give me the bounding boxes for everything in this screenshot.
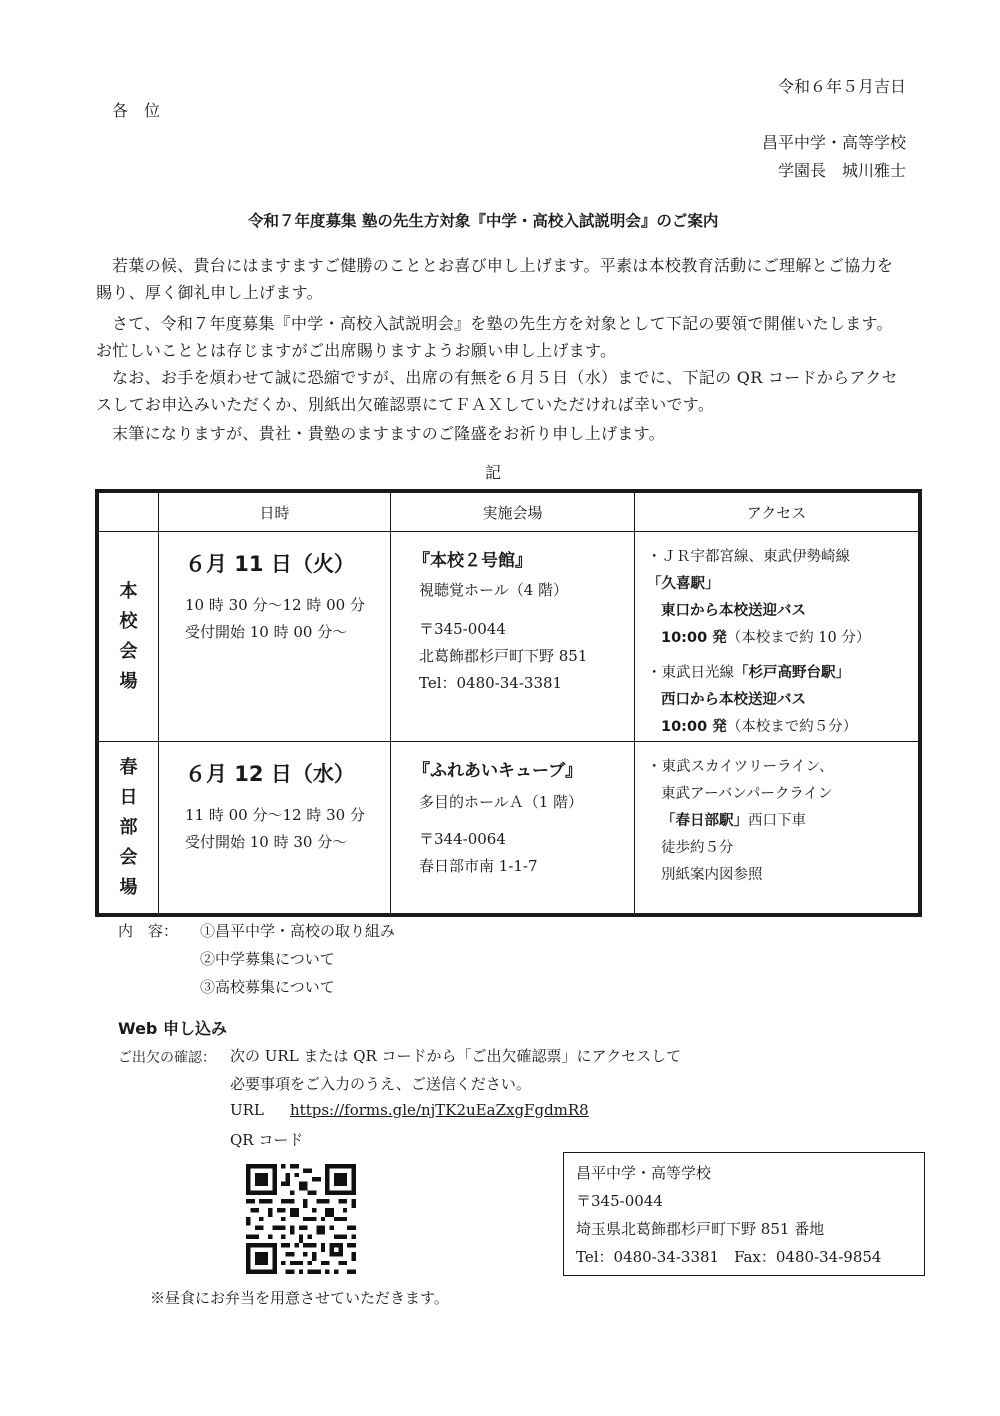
contact-school: 昌平中学・高等学校 <box>576 1164 712 1182</box>
table-header-datetime: 日時 <box>159 493 391 532</box>
table-header-venue: 実施会場 <box>391 493 635 532</box>
application-url-link[interactable]: https://forms.gle/njTK2uEaZxgFgdmR8 <box>290 1101 589 1119</box>
sender-principal: 学園長 城川雅士 <box>778 161 907 180</box>
row-label-char: 日 <box>119 786 138 808</box>
venue-cell <box>391 742 635 914</box>
contact-address: 埼玉県北葛飾郡杉戸町下野 851 番地 <box>576 1220 825 1238</box>
paragraph-line: 末筆になりますが、貴社・貴塾のますますのご隆盛をお祈り申し上げます。 <box>112 424 665 443</box>
venue-name: 『本校２号館』 <box>413 551 532 571</box>
row-label-char: 会 <box>119 640 138 662</box>
contents-item: ②中学募集について <box>200 950 335 968</box>
row-label-char: 本 <box>119 580 138 602</box>
table-header-access: アクセス <box>635 493 919 532</box>
datetime-cell <box>159 742 391 914</box>
web-instruction-2: 必要事項をご入力のうえ、ご送信ください。 <box>230 1075 531 1093</box>
url-label: URL <box>230 1101 264 1119</box>
qr-code-icon[interactable] <box>246 1164 356 1274</box>
access-line: 別紙案内図参照 <box>661 867 763 883</box>
venue-postal: 〒345-0044 <box>419 620 506 638</box>
venue-room: 視聴覚ホール（4 階） <box>419 581 569 599</box>
venue-room: 多目的ホールＡ（1 階） <box>419 793 584 811</box>
venue-address: 春日部市南 1-1-7 <box>419 857 538 875</box>
paragraph-line: スしてお申込みいただくか、別紙出欠確認票にてＦＡＸしていただければ幸いです。 <box>96 395 715 414</box>
qr-label: QR コード <box>230 1131 304 1149</box>
sender-school: 昌平中学・高等学校 <box>762 133 907 152</box>
paragraph-greeting <box>96 252 926 306</box>
paragraph-closing <box>96 420 926 447</box>
venue-address: 北葛飾郡杉戸町下野 851 <box>419 647 588 665</box>
reception-time: 受付開始 10 時 00 分～ <box>185 623 348 641</box>
venue-postal: 〒344-0064 <box>419 830 506 848</box>
access-cell <box>635 742 919 914</box>
paragraph-line: さて、令和７年度募集『中学・高校入試説明会』を塾の先生方を対象として下記の要領で開催いたします。 <box>112 314 893 333</box>
row-label-char: 春 <box>119 756 138 778</box>
contents-label: 内 容： <box>118 922 179 940</box>
confirm-label: ご出欠の確認： <box>118 1050 216 1066</box>
row-label-kasukabe <box>99 742 159 914</box>
event-time: 10 時 30 分～12 時 00 分 <box>185 596 365 614</box>
row-label-main-campus <box>99 532 159 742</box>
table-row <box>99 742 919 914</box>
paragraph-line: お忙しいこととは存じますがご出席賜りますようお願い申し上げます。 <box>96 341 617 360</box>
row-label-char: 場 <box>119 670 138 692</box>
paragraph-line: 若葉の候、貴台にはますますご健勝のこととお喜び申し上げます。平素は本校教育活動にご理解とご協力を <box>112 256 894 275</box>
web-instruction-1: 次の URL または QR コードから「ご出欠確認票」にアクセスして <box>230 1047 682 1065</box>
access-line: ・東武日光線「杉戸高野台駅」 <box>647 665 850 681</box>
access-line: ・東武スカイツリーライン、 <box>647 759 834 775</box>
paragraph-line: なお、お手を煩わせて誠に恐縮ですが、出席の有無を６月５日（水）までに、下記の QR コードからアクセ <box>112 368 898 387</box>
ki-heading: 記 <box>485 463 502 482</box>
addressee: 各 位 <box>112 101 161 120</box>
table-row <box>99 532 919 742</box>
access-line: 「春日部駅」西口下車 <box>661 813 806 829</box>
contents-item: ①昌平中学・高校の取り組み <box>200 922 396 940</box>
event-time: 11 時 00 分～12 時 30 分 <box>185 806 365 824</box>
row-label-char: 場 <box>119 876 138 898</box>
web-heading: Web 申し込み <box>118 1019 227 1038</box>
access-line: 10:00 発（本校まで約５分） <box>661 719 858 735</box>
contents-item: ③高校募集について <box>200 978 335 996</box>
paragraph-announcement <box>96 310 926 364</box>
venue-name: 『ふれあいキューブ』 <box>413 761 583 781</box>
contact-tel-fax: Tel：0480-34-3381 Fax：0480-34-9854 <box>576 1248 882 1266</box>
paragraph-line: 賜り、厚く御礼申し上げます。 <box>96 283 323 302</box>
issue-date: 令和６年５月吉日 <box>778 77 907 96</box>
paragraph-rsvp <box>96 364 926 418</box>
event-date: ６月 11 日（火） <box>185 552 355 576</box>
access-line: ・ＪＲ宇都宮線、東武伊勢崎線「久喜駅」 <box>647 549 850 592</box>
table-header-row <box>99 493 919 532</box>
event-date: ６月 12 日（水） <box>185 762 355 786</box>
access-line: 東口から本校送迎バス <box>661 603 806 619</box>
contact-box <box>563 1152 925 1276</box>
reception-time: 受付開始 10 時 30 分～ <box>185 833 348 851</box>
access-cell <box>635 532 919 742</box>
access-line: 東武アーバンパークライン <box>661 786 833 802</box>
access-line: 西口から本校送迎バス <box>661 692 806 708</box>
venue-tel: Tel：0480-34-3381 <box>419 674 563 692</box>
table-header-blank <box>99 493 159 532</box>
lunch-footnote: ※昼食にお弁当を用意させていただきます。 <box>150 1289 449 1307</box>
row-label-char: 校 <box>119 610 138 632</box>
access-line: 徒歩約５分 <box>661 840 734 856</box>
access-line: 10:00 発（本校まで約 10 分） <box>661 630 871 646</box>
datetime-cell <box>159 532 391 742</box>
document-title: 令和７年度募集 塾の先生方対象『中学・高校入試説明会』のご案内 <box>248 212 719 230</box>
row-label-char: 会 <box>119 846 138 868</box>
row-label-char: 部 <box>119 816 138 838</box>
contact-postal: 〒345-0044 <box>576 1192 663 1210</box>
schedule-table <box>98 492 919 914</box>
venue-cell <box>391 532 635 742</box>
